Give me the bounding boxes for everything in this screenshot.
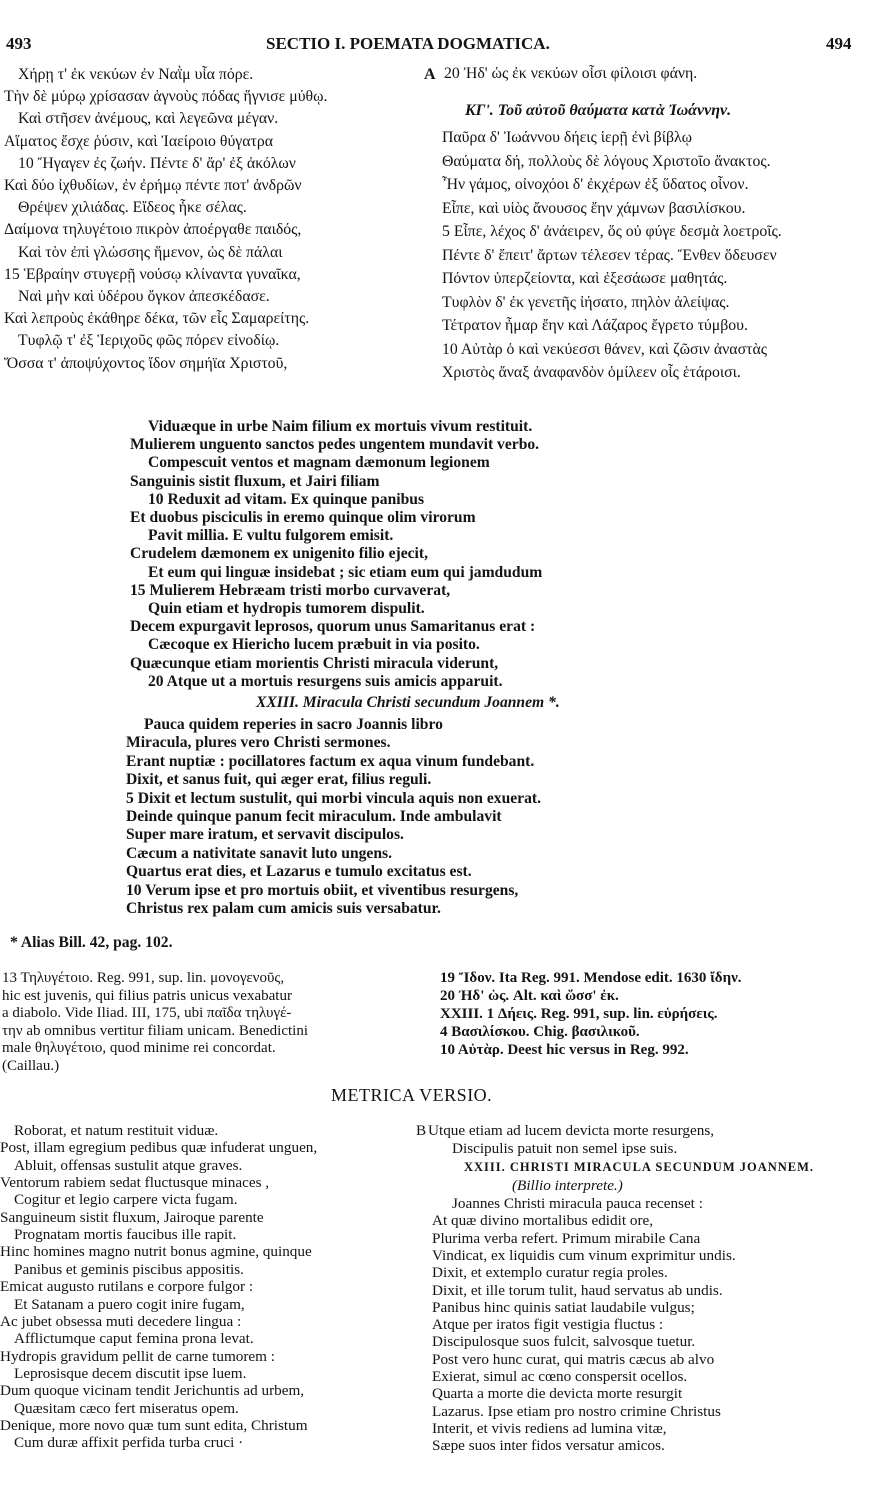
latin-verse-line: 20 Atque ut a mortuis resurgens suis amicis apparuit. xyxy=(148,672,503,690)
greek-verse-line: 15 Ἑβραίην στυγερῇ νούσῳ κλίναντα γυναῖκα, xyxy=(4,265,301,283)
latin-verse-line: Et eum qui linguæ insidebat ; sic etiam eum qui jamdudum xyxy=(148,563,543,581)
greek-verse-line: Εἶπε, καὶ υἱὸς ἄνουσος ἔην χάμνων βασιλίσκου. xyxy=(442,199,746,217)
greek-verse-line: Παῦρα δ' Ἰωάννου δήεις ἱερῇ ἐνὶ βίβλῳ xyxy=(442,129,693,146)
latin-verse-line: Pavit millia. E vultu fulgorem emisit. xyxy=(148,527,394,545)
critical-note-line: male θηλυγέτοιο, quod minime rei concordat. xyxy=(2,1040,276,1057)
metrica-verse-line: Ac jubet obsessa muti decedere lingua : xyxy=(0,1312,242,1330)
critical-note-line: (Caillau.) xyxy=(2,1058,60,1074)
page-number-right: 494 xyxy=(826,34,852,53)
latin-section-title: XXIII. Miracula Christi secundum Joannem *. xyxy=(256,694,560,711)
metrica-verse-line: Cogitur et legio carpere victa fugam. xyxy=(14,1191,238,1209)
critical-note-line: 20 Ἠδ' ὡς. Alt. καὶ ὥσσ' ἐκ. xyxy=(440,988,619,1004)
metrica-verse-line: Lazarus. Ipse etiam pro nostro crimine Christus xyxy=(432,1402,721,1420)
greek-verse-line: Θαύματα δή, πολλοὺς δὲ λόγους Χριστοῖο ἄνακτος. xyxy=(442,152,771,170)
page-number-left: 493 xyxy=(6,34,32,53)
metrica-verse-line: Et Satanam a puero cogit inire fugam, xyxy=(14,1295,245,1313)
greek-section-title: ΚΓʹ. Τοῦ αὐτοῦ θαύματα κατὰ Ἰωάννην. xyxy=(465,102,732,119)
metrica-verse-line: Quarta a morte die devicta morte resurgit xyxy=(432,1385,683,1403)
metrica-verse-line: Post vero hunc curat, qui matris cæcus ab alvo xyxy=(432,1350,715,1368)
greek-right-line-20: 20 Ἠδ' ὡς ἐκ νεκύων οἷσι φίλοισι φάνη. xyxy=(444,65,698,82)
latin-verse-line: Compescuit ventos et magnam dæmonum legionem xyxy=(148,454,490,472)
latin-verse-line: 10 Reduxit ad vitam. Ex quinque panibus xyxy=(148,490,425,508)
metrica-verse-line: Abluit, offensas sustulit atque graves. xyxy=(14,1156,243,1174)
running-title: SECTIO I. POEMATA DOGMATICA. xyxy=(266,34,550,53)
greek-verse-line: 10 Ἤγαγεν ἐς ζωήν. Πέντε δ' ἄρ' ἐξ ἀκόλων xyxy=(18,154,296,172)
metrica-verse-line: Interit, et vivis rediens ad lumina vitæ, xyxy=(432,1419,667,1437)
critical-note-line: 13 Τηλυγέτοιο. Reg. 991, sup. lin. μονογενοῦς, xyxy=(2,970,285,986)
greek-verse-line: Καὶ δύο ἰχθυδίων, ἐν ἐρήμῳ πέντε ποτ' ἀνδρῶν xyxy=(4,177,302,194)
metrica-verse-line: Discipulis patuit non semel ipse suis. xyxy=(452,1139,678,1157)
latin-verse-line: Et duobus pisciculis in eremo quinque olim virorum xyxy=(130,509,476,526)
margin-letter-b: B xyxy=(416,1122,427,1139)
metrica-verse-line: Dum quoque vicinam tendit Jerichuntis ad urbem, xyxy=(0,1382,305,1400)
metrica-right-subheading: (Billio interprete.) xyxy=(512,1177,623,1194)
latin-verse-line: Erant nuptiæ : pocillatores factum ex aqua vinum fundebant. xyxy=(126,752,535,770)
metrica-verse-line: Leprosisque decem discutit ipse luem. xyxy=(14,1364,247,1382)
greek-verse-line: Τυφλὸν δ' ἐκ γενετῆς ἰήσατο, πηλὸν ἀλείψας. xyxy=(442,293,730,311)
metrica-verse-line: Sæpe suos inter fidos versatur amicos. xyxy=(432,1437,665,1455)
latin-verse-line: Cæcoque ex Hiericho lucem præbuit in via posito. xyxy=(148,636,480,654)
metrica-verse-line: Plurima verba refert. Primum mirabile Cana xyxy=(432,1229,701,1247)
critical-note-line: 10 Αὐτὰρ. Deest hic versus in Reg. 992. xyxy=(440,1042,689,1058)
greek-verse-line: Τὴν δὲ μύρῳ χρίσασαν ἁγνοὺς πόδας ἥγνισε μύθῳ. xyxy=(4,88,328,106)
metrica-verse-line: Exierat, simul ac cœno conspersit ocellos. xyxy=(432,1368,688,1385)
metrica-verse-line: Post, illam egregium pedibus quæ infuderat unguen, xyxy=(0,1139,318,1157)
metrica-right-heading: XXIII. CHRISTI MIRACULA SECUNDUM JOANNEM. xyxy=(464,1160,815,1174)
latin-verse-line: 10 Verum ipse et pro mortuis obiit, et viventibus resurgens, xyxy=(126,881,519,899)
latin-verse-line: Deinde quinque panum fecit miraculum. Inde ambulavit xyxy=(126,808,502,825)
latin-verse-line: Crudelem dæmonem ex unigenito filio ejecit, xyxy=(130,545,428,563)
metrica-verse-line: Discipulosque suos fulcit, salvosque tuetur. xyxy=(432,1333,696,1351)
greek-verse-line: Πέντε δ' ἔπειτ' ἄρτων τέλεσεν τέρας. Ἔνθεν ὅδευσεν xyxy=(442,246,777,264)
critical-note-line: την ab omnibus vertitur filiam unicam. Benedictini xyxy=(2,1022,309,1039)
footnote: * Alias Bill. 42, pag. 102. xyxy=(10,934,173,951)
latin-verse-line: Quæcunque etiam morientis Christi miracula viderunt, xyxy=(130,654,499,672)
latin-verse-line: Quin etiam et hydropis tumorem dispulit. xyxy=(148,600,425,617)
greek-verse-line: 5 Εἶπε, λέχος δ' ἀνάειρεν, ὅς οὐ φύγε δεσμὰ λοετροῖς. xyxy=(442,223,782,240)
metrica-verse-line: Dixit, et extemplo curatur regia proles. xyxy=(432,1264,668,1282)
latin-verse-line: Pauca quidem reperies in sacro Joannis libro xyxy=(144,716,443,733)
metrica-versio-title: METRICA VERSIO. xyxy=(331,1085,493,1105)
metrica-verse-line: Afflictumque caput femina prona levat. xyxy=(14,1330,254,1348)
greek-verse-line: Τέτρατον ἦμαρ ἔην καὶ Λάζαρος ἔγρετο τύμβου. xyxy=(442,317,748,334)
latin-verse-line: 15 Mulierem Hebræam tristi morbo curvaverat, xyxy=(130,581,451,599)
latin-verse-line: Decem expurgavit leprosos, quorum unus Samaritanus erat : xyxy=(130,618,536,636)
metrica-verse-line: Prognatam mortis faucibus ille rapit. xyxy=(14,1226,237,1244)
greek-verse-line: Καὶ λεπροὺς ἐκάθηρε δέκα, τῶν εἷς Σαμαρείτης. xyxy=(4,310,310,328)
critical-note-line: hic est juvenis, qui filius patris unicus vexabatur xyxy=(2,987,292,1004)
greek-verse-line: Χριστὸς ἄναξ ἀναφανδὸν ὁμίλεεν οἷς ἑτάροισι. xyxy=(442,364,741,381)
greek-verse-line: Καὶ στῆσεν ἀνέμους, καὶ λεγεῶνα μέγαν. xyxy=(18,110,279,128)
greek-verse-line: Καὶ τὸν ἐπὶ γλώσσης ἥμενον, ὡς δὲ πάλαι xyxy=(18,243,283,261)
metrica-verse-line: At quæ divino mortalibus edidit ore, xyxy=(432,1212,654,1230)
latin-verse-line: Miracula, plures vero Christi sermones. xyxy=(126,734,391,752)
greek-verse-line: Χήρῃ τ' ἐκ νεκύων ἐν Ναῒμ υἷα πόρε. xyxy=(18,66,254,83)
metrica-verse-line: Hinc homines magno nutrit bonus agmine, quinque xyxy=(0,1243,312,1261)
greek-verse-line: Αἵματος ἔσχε ῥύσιν, καὶ Ἰαείροιο θύγατρα xyxy=(4,132,274,150)
metrica-verse-line: Atque per iratos figit vestigia fluctus : xyxy=(432,1316,664,1334)
metrica-verse-line: Utque etiam ad lucem devicta morte resurgens, xyxy=(428,1122,715,1139)
greek-verse-line: 10 Αὐτὰρ ὁ καὶ νεκύεσσι θάνεν, καὶ ζῶσιν ἀναστὰς xyxy=(442,340,767,358)
metrica-verse-line: Ventorum rabiem sedat fluctusque minaces , xyxy=(0,1174,270,1192)
latin-verse-line: Sanguinis sistit fluxum, et Jairi filiam xyxy=(130,472,380,490)
metrica-verse-line: Sanguineum sistit fluxum, Jairoque parente xyxy=(0,1208,264,1226)
greek-verse-line: Δαίμονα τηλυγέτοιο πικρὸν ἀποέργαθε παιδός, xyxy=(4,221,302,239)
greek-verse-line: Ὅσσα τ' ἀποψύχοντος ἴδον σημήϊα Χριστοῦ, xyxy=(4,354,288,372)
critical-note-line: XXIII. 1 Δήεις. Reg. 991, sup. lin. εὑρήσεις. xyxy=(440,1006,718,1022)
metrica-verse-line: Quæsitam cæco fert miseratus opem. xyxy=(14,1399,239,1417)
greek-verse-line: Πόντον ὑπερζείοντα, καὶ ἐξεσάωσε μαθητάς. xyxy=(442,270,728,287)
latin-verse-line: Quartus erat dies, et Lazarus e tumulo excitatus est. xyxy=(126,863,472,881)
latin-verse-line: Christus rex palam cum amicis suis versabatur. xyxy=(126,900,441,917)
metrica-verse-line: Panibus et geminis piscibus appositis. xyxy=(14,1260,244,1278)
latin-verse-line: Viduæque in urbe Naim filium ex mortuis vivum restituit. xyxy=(148,418,533,435)
latin-verse-line: Super mare iratum, et servavit discipulos. xyxy=(126,826,404,844)
greek-verse-line: Θρέψεν χιλιάδας. Εἴδεος ἧκε σέλας. xyxy=(18,199,247,217)
latin-verse-line: Cæcum a nativitate sanavit luto ungens. xyxy=(126,844,392,862)
metrica-verse-line: Denique, more novo quæ tum sunt edita, Christum xyxy=(0,1416,308,1434)
critical-note-line: 4 Βασιλίσκου. Chig. βασιλικοῦ. xyxy=(440,1024,640,1040)
metrica-verse-line: Roborat, et natum restituit viduæ. xyxy=(14,1122,219,1139)
metrica-verse-line: Dixit, et ille torum tulit, haud servatus ab undis. xyxy=(432,1281,723,1299)
metrica-verse-line: Panibus hinc quinis satiat laudabile vulgus; xyxy=(432,1298,695,1316)
metrica-verse-line: Vindicat, ex liquidis cum vinum exprimitur undis. xyxy=(432,1246,736,1264)
margin-letter-a: A xyxy=(424,66,436,83)
latin-verse-line: Dixit, et sanus fuit, qui æger erat, filius reguli. xyxy=(126,771,432,789)
greek-verse-line: Ναὶ μὴν καὶ ὑδέρου ὄγκον ἀπεσκέδασε. xyxy=(18,288,270,305)
critical-note-line: 19 Ἴδον. Ita Reg. 991. Mendose edit. 1630 ἴδην. xyxy=(440,970,742,986)
latin-verse-line: 5 Dixit et lectum sustulit, qui morbi vincula aquis non exuerat. xyxy=(126,789,541,807)
greek-verse-line: Ἦν γάμος, οἰνοχόοι δ' ἐκχέρων ἐξ ὕδατος οἶνον. xyxy=(442,176,749,193)
metrica-verse-line: Cum duræ affixit perfida turba cruci · xyxy=(14,1434,244,1452)
metrica-verse-line: Hydropis gravidum pellit de carne tumorem : xyxy=(0,1347,275,1365)
critical-note-line: a diabolo. Vide Iliad. III, 175, ubi παῖδα τηλυγέ- xyxy=(2,1005,292,1022)
metrica-verse-line: Emicat augusto rutilans e corpore fulgor : xyxy=(0,1278,254,1296)
latin-verse-line: Mulierem unguento sanctos pedes ungentem mundavit verbo. xyxy=(130,436,540,454)
metrica-verse-line: Joannes Christi miracula pauca recenset : xyxy=(452,1195,703,1212)
greek-verse-line: Τυφλῷ τ' ἐξ Ἱεριχοῦς φῶς πόρεν εἰνοδίῳ. xyxy=(18,332,280,350)
